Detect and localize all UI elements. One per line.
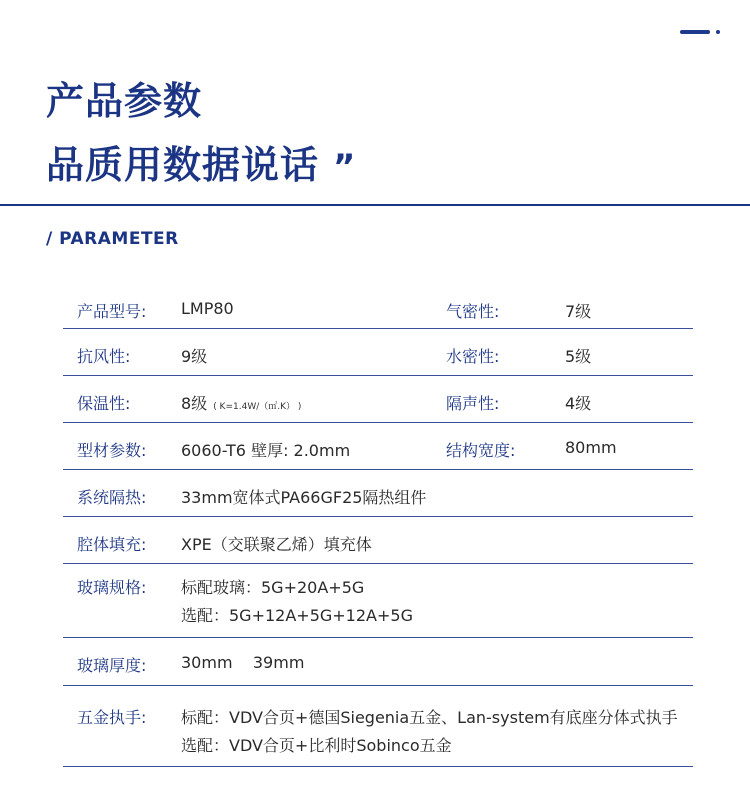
row-label: 抗风性:	[77, 347, 131, 366]
section-label: / PARAMETER	[46, 229, 179, 249]
page-title: 产品参数	[46, 79, 203, 123]
row-label-secondary: 水密性:	[446, 347, 500, 366]
row-value-line2: 选配：VDV合页+比利时Sobinco五金	[181, 736, 452, 755]
quote-mark: ”	[333, 147, 357, 187]
row-label-secondary: 隔声性:	[446, 394, 500, 413]
table-row	[63, 285, 693, 329]
row-value: 标配玻璃：5G+20A+5G	[181, 578, 365, 597]
row-value: 标配：VDV合页+德国Siegenia五金、Lan-system有底座分体式执手	[181, 708, 678, 727]
row-label-secondary: 结构宽度:	[446, 441, 516, 460]
row-label: 产品型号:	[77, 302, 147, 321]
row-value: XPE（交联聚乙烯）填充体	[181, 535, 372, 554]
row-value: 9级	[181, 347, 208, 366]
table-row	[63, 686, 693, 767]
row-label: 玻璃厚度:	[77, 656, 147, 675]
row-value-secondary: 4级	[565, 394, 592, 413]
value-main: 8级	[181, 394, 208, 413]
row-value-line2: 选配：5G+12A+5G+12A+5G	[181, 606, 413, 625]
table-row	[63, 564, 693, 638]
subtitle-text: 品质用数据说话	[46, 143, 320, 187]
table-row	[63, 470, 693, 517]
row-value: 30mm 39mm	[181, 653, 305, 672]
row-value: 6060-T6 壁厚: 2.0mm	[181, 441, 351, 460]
page-subtitle	[46, 134, 356, 189]
row-value-secondary: 5级	[565, 347, 592, 366]
table-row	[63, 517, 693, 564]
table-row	[63, 329, 693, 376]
row-label: 型材参数:	[77, 441, 147, 460]
row-label: 系统隔热:	[77, 488, 147, 507]
row-label-secondary: 气密性:	[446, 302, 500, 321]
row-label: 腔体填充:	[77, 535, 147, 554]
row-value: LMP80	[181, 299, 234, 318]
row-label: 保温性:	[77, 394, 131, 413]
row-value-secondary: 7级	[565, 302, 592, 321]
decoration-dot	[716, 30, 720, 34]
value-note: ( K=1.4W/（㎡.K） )	[213, 402, 302, 412]
row-value-secondary: 80mm	[565, 438, 617, 457]
header-divider	[0, 204, 750, 206]
row-label: 玻璃规格:	[77, 578, 147, 597]
row-value	[181, 391, 301, 414]
row-value: 33mm宽体式PA66GF25隔热组件	[181, 488, 427, 507]
table-row	[63, 376, 693, 423]
table-row	[63, 638, 693, 686]
row-label: 五金执手:	[77, 708, 147, 727]
decoration-bar	[680, 30, 710, 34]
table-row	[63, 423, 693, 470]
